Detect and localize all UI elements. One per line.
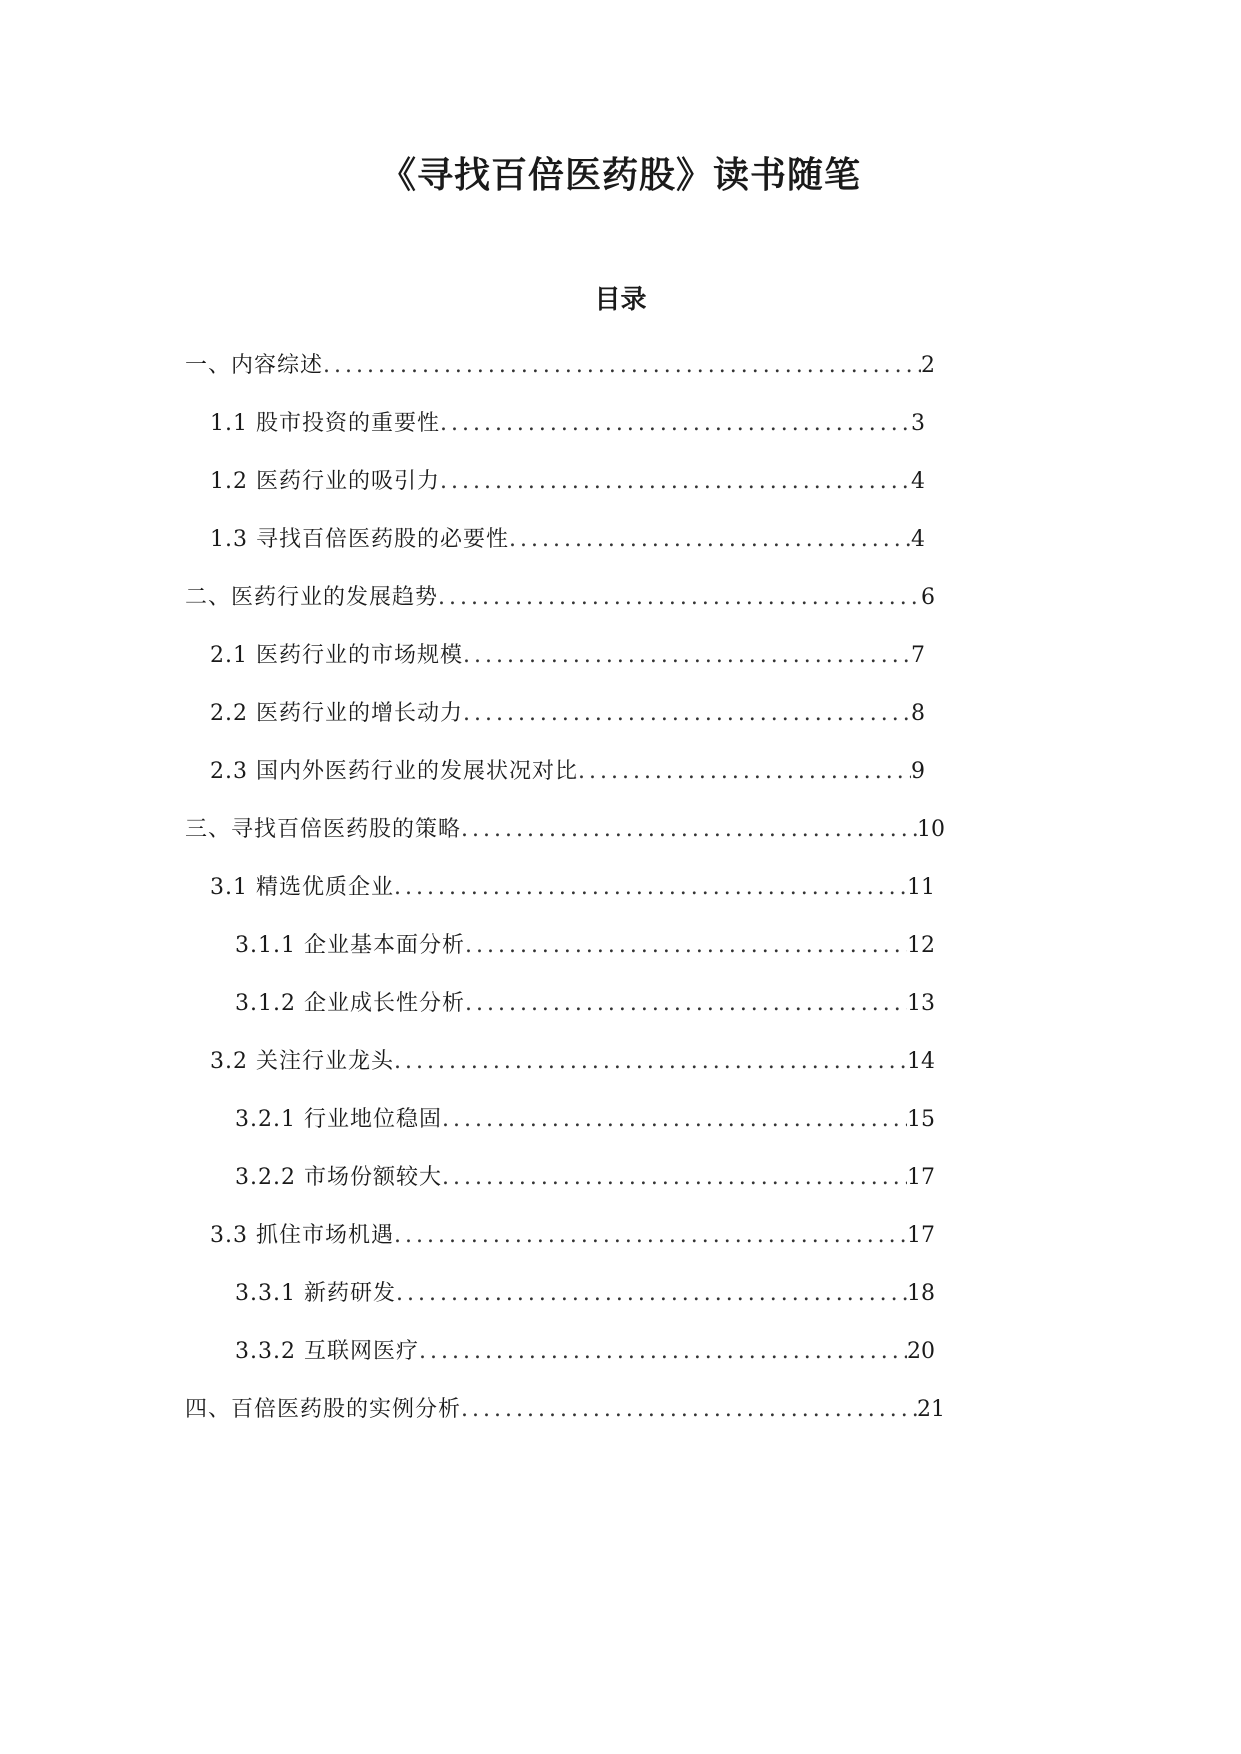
toc-leader-dots	[578, 756, 911, 788]
toc-entry[interactable]	[210, 466, 925, 498]
toc-entry[interactable]	[235, 1162, 935, 1194]
toc-entry-label: 2.3 国内外医药行业的发展状况对比	[210, 759, 578, 784]
toc-entry[interactable]	[210, 1046, 935, 1078]
toc-entry[interactable]	[235, 1278, 935, 1310]
toc-entry-page: 8	[911, 701, 925, 726]
toc-entry[interactable]	[210, 524, 925, 556]
toc-entry-page: 17	[907, 1223, 935, 1248]
toc-entry-page: 18	[907, 1281, 935, 1306]
toc-entry[interactable]	[185, 814, 945, 846]
toc-leader-dots	[440, 466, 911, 498]
toc-entry-label: 3.3.1 新药研发	[235, 1281, 396, 1306]
toc-entry[interactable]	[210, 640, 925, 672]
toc-entry-page: 7	[911, 643, 925, 668]
toc-leader-dots	[394, 1220, 907, 1252]
toc-entry-label: 3.1.1 企业基本面分析	[235, 933, 465, 958]
toc-entry[interactable]	[185, 582, 935, 614]
toc-entry-label: 一、内容综述	[185, 353, 324, 378]
toc-leader-dots	[461, 1394, 917, 1426]
toc-entry-page: 10	[917, 817, 945, 842]
toc-leader-dots	[509, 524, 911, 556]
toc-leader-dots	[463, 640, 911, 672]
toc-entry[interactable]	[210, 756, 925, 788]
toc-entry-page: 2	[921, 353, 935, 378]
toc-entry-page: 3	[911, 411, 925, 436]
toc-leader-dots	[438, 582, 921, 614]
toc-leader-dots	[440, 408, 911, 440]
toc-entry-page: 21	[917, 1397, 945, 1422]
toc-entry-label: 3.3.2 互联网医疗	[235, 1339, 419, 1364]
toc-entry-page: 13	[907, 991, 935, 1016]
toc-heading: 目录	[594, 285, 647, 315]
toc-entry-page: 11	[907, 875, 935, 900]
toc-entry-label: 1.1 股市投资的重要性	[210, 411, 440, 436]
toc-leader-dots	[442, 1162, 907, 1194]
document-title: 《寻找百倍医药股》读书随笔	[379, 154, 861, 196]
toc-entry-page: 4	[911, 469, 925, 494]
toc-entry[interactable]	[235, 930, 935, 962]
toc-entry[interactable]	[235, 988, 935, 1020]
toc-leader-dots	[461, 814, 917, 846]
toc-entry[interactable]	[210, 698, 925, 730]
toc-entry[interactable]	[235, 1336, 935, 1368]
toc-entry[interactable]	[210, 408, 925, 440]
toc-leader-dots	[465, 988, 907, 1020]
toc-entry-page: 6	[921, 585, 935, 610]
toc-leader-dots	[394, 872, 907, 904]
toc-leader-dots	[396, 1278, 907, 1310]
toc-entry-label: 3.2.1 行业地位稳固	[235, 1107, 442, 1132]
toc-entry-page: 4	[911, 527, 925, 552]
toc-entry-page: 20	[907, 1339, 935, 1364]
toc-entry[interactable]	[185, 1394, 945, 1426]
toc-leader-dots	[463, 698, 911, 730]
toc-entry-label: 2.2 医药行业的增长动力	[210, 701, 463, 726]
toc-leader-dots	[323, 350, 921, 382]
toc-entry-label: 3.3 抓住市场机遇	[210, 1223, 394, 1248]
toc-entry-page: 12	[907, 933, 935, 958]
toc-entry-label: 1.3 寻找百倍医药股的必要性	[210, 527, 509, 552]
toc-leader-dots	[419, 1336, 907, 1368]
toc-entry-label: 三、寻找百倍医药股的策略	[185, 817, 462, 842]
toc-entry-label: 3.1 精选优质企业	[210, 875, 394, 900]
toc-entry-label: 二、医药行业的发展趋势	[185, 585, 439, 610]
toc-entry-page: 9	[911, 759, 925, 784]
toc-leader-dots	[442, 1104, 907, 1136]
toc-entry-label: 2.1 医药行业的市场规模	[210, 643, 463, 668]
toc-entry[interactable]	[210, 1220, 935, 1252]
toc-entry-label: 四、百倍医药股的实例分析	[185, 1397, 462, 1422]
toc-entry-label: 3.2 关注行业龙头	[210, 1049, 394, 1074]
toc-entry[interactable]	[185, 350, 935, 382]
toc-entry[interactable]	[235, 1104, 935, 1136]
toc-entry[interactable]	[210, 872, 935, 904]
toc-entry-page: 15	[907, 1107, 935, 1132]
toc-leader-dots	[394, 1046, 907, 1078]
toc-entry-label: 3.2.2 市场份额较大	[235, 1165, 442, 1190]
toc-entry-page: 14	[907, 1049, 935, 1074]
toc-leader-dots	[465, 930, 907, 962]
toc-entry-label: 3.1.2 企业成长性分析	[235, 991, 465, 1016]
toc-entry-label: 1.2 医药行业的吸引力	[210, 469, 440, 494]
toc-entry-page: 17	[907, 1165, 935, 1190]
